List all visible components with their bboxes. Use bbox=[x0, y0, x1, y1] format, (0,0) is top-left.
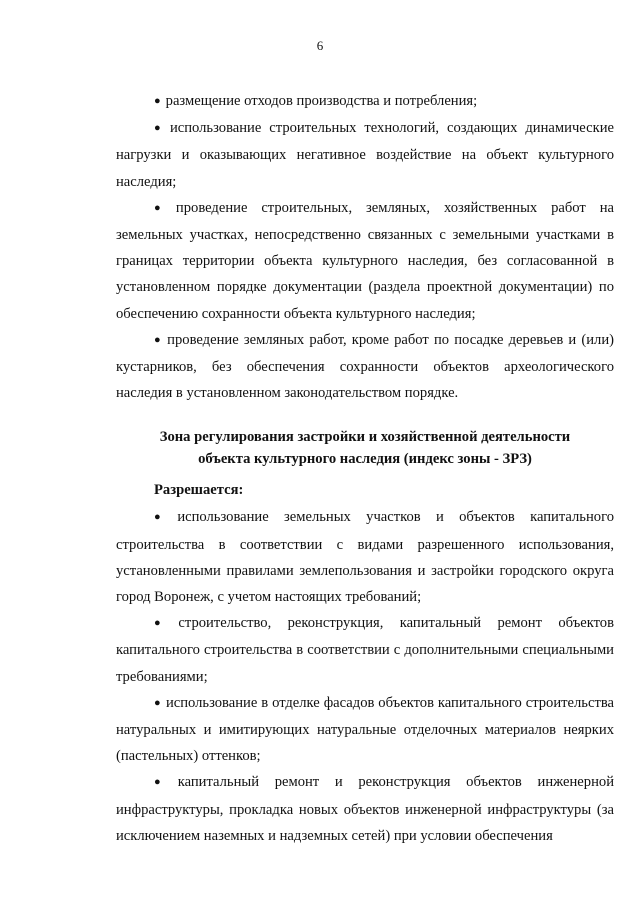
list-item-text: использование в отделке фасадов объектов капитального строительства натуральных и имитирующих натуральные отделочных материалов неярких (пастельных) оттенков; bbox=[116, 694, 614, 765]
list-item-text: капитальный ремонт и реконструкция объектов инженерной инфраструктуры, прокладка новых объектов инженерной инфраструктуры (за исключением наземных и надземных сетей) при условии обеспечения bbox=[116, 774, 614, 844]
list-item-text: проведение строительных, земляных, хозяйственных работ на земельных участках, непосредственно связанных с земельными участками в границах территории объекта культурного наследия, без согласованной в установленном порядке документации (раздела проектной документации) по обеспечению сохранности объекта культурного наследия; bbox=[116, 199, 614, 322]
section-heading bbox=[116, 426, 614, 470]
list-item bbox=[116, 610, 614, 690]
prohibitions-list bbox=[116, 88, 614, 406]
list-item bbox=[116, 195, 614, 327]
list-item-text: размещение отходов производства и потребления; bbox=[165, 93, 478, 109]
bullet-icon: ● bbox=[154, 511, 173, 524]
bullet-icon: ● bbox=[154, 617, 174, 630]
list-item bbox=[116, 769, 614, 849]
section-heading-line-1: Зона регулирования застройки и хозяйственной деятельности bbox=[159, 429, 571, 446]
page-number: 6 bbox=[316, 38, 324, 53]
list-item bbox=[116, 115, 614, 195]
bullet-icon: ● bbox=[154, 95, 161, 107]
list-item-text: использование земельных участков и объектов капитального строительства в соответствии с видами разрешенного использования, установленными правилами землепользования и застройки городского округа город Воронеж, с учетом настоящих требований; bbox=[116, 509, 614, 606]
list-item bbox=[116, 504, 614, 610]
list-item bbox=[116, 690, 614, 770]
document-body bbox=[116, 88, 614, 849]
list-item-text: проведение земляных работ, кроме работ по посадке деревьев и (или) кустарников, без обеспечения сохранности объектов археологического наследия в установленном законодательством порядке. bbox=[116, 331, 614, 402]
allowed-subheading: Разрешается: bbox=[154, 482, 244, 499]
bullet-icon: ● bbox=[154, 776, 173, 789]
list-item bbox=[116, 327, 614, 407]
bullet-icon: ● bbox=[154, 201, 171, 214]
bullet-icon: ● bbox=[154, 696, 161, 709]
bullet-icon: ● bbox=[154, 122, 165, 135]
section-heading-line-2: объекта культурного наследия (индекс зоны - ЗРЗ) bbox=[198, 451, 532, 468]
bullet-icon: ● bbox=[154, 333, 163, 346]
list-item-text: строительство, реконструкция, капитальный ремонт объектов капитального строительства в соответствии с дополнительными специальными требованиями; bbox=[116, 615, 614, 685]
list-item-text: использование строительных технологий, создающих динамические нагрузки и оказывающих негативное воздействие на объект культурного наследия; bbox=[116, 120, 614, 190]
list-item bbox=[116, 88, 614, 115]
permissions-list bbox=[116, 504, 614, 849]
